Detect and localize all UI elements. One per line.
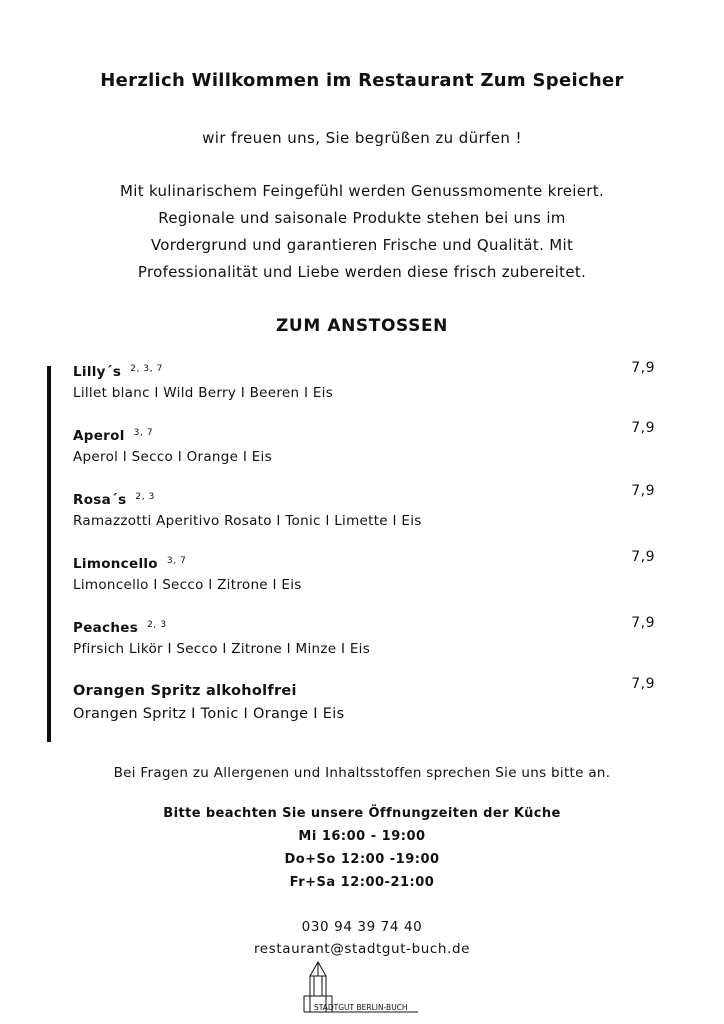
item-description: Pfirsich Likör I Secco I Zitrone I Minze I Eis — [73, 641, 371, 657]
item-name: Limoncello $^{3, 7}$ — [73, 556, 187, 572]
item-name: Orangen Spritz alkoholfrei — [73, 683, 297, 699]
item-description: Limoncello I Secco I Zitrone I Eis — [73, 577, 302, 593]
allergy-note: Bei Fragen zu Allergenen und Inhaltsstoffen sprechen Sie uns bitte an. — [113, 765, 611, 781]
menu-item-rosas — [73, 492, 663, 529]
phone-number: 030 94 39 74 40 — [301, 919, 423, 935]
menu-accent-bar — [47, 366, 51, 742]
item-name: Lilly´s $^{2, 3, 7}$ — [73, 364, 163, 380]
item-name: Rosa´s $^{2, 3}$ — [73, 492, 155, 508]
item-allergens: 3, 7 — [133, 428, 154, 438]
item-description: Ramazzotti Aperitivo Rosato I Tonic I Limette I Eis — [73, 513, 422, 529]
item-allergens: 2, 3 — [135, 492, 155, 502]
item-allergens: 2, 3 — [147, 620, 167, 630]
kitchen-hours-line: Mi 16:00 - 19:00 — [298, 829, 426, 844]
page-title: Herzlich Willkommen im Restaurant Zum Speicher — [100, 70, 624, 91]
kitchen-hours-title: Bitte beachten Sie unsere Öffnungzeiten der Küche — [163, 806, 561, 821]
menu-item-limoncello — [73, 556, 663, 593]
item-price: 7,9 — [631, 549, 655, 565]
item-description: Aperol I Secco I Orange I Eis — [73, 449, 272, 465]
intro-line: Regionale und saisonale Produkte stehen bei uns im — [158, 209, 566, 227]
greeting-text: wir freuen uns, Sie begrüßen zu dürfen ! — [202, 129, 522, 147]
intro-line: Mit kulinarischem Feingefühl werden Genussmomente kreiert. — [119, 182, 605, 200]
section-title: ZUM ANSTOSSEN — [275, 316, 448, 336]
item-price: 7,9 — [631, 676, 655, 692]
kitchen-hours-line: Fr+Sa 12:00-21:00 — [289, 875, 435, 890]
menu-item-lillys — [73, 364, 663, 401]
kitchen-hours-line: Do+So 12:00 -19:00 — [284, 852, 440, 867]
menu-item-aperol — [73, 428, 663, 465]
intro-line: Professionalität und Liebe werden diese frisch zubereitet. — [137, 263, 587, 281]
item-allergens: 3, 7 — [166, 556, 187, 566]
menu-item-peaches — [73, 620, 663, 657]
item-allergens: 2, 3, 7 — [130, 364, 163, 374]
item-price: 7,9 — [631, 420, 655, 436]
intro-line: Vordergrund und garantieren Frische und Qualität. Mit — [150, 236, 574, 254]
item-name: Aperol $^{3, 7}$ — [73, 428, 154, 444]
item-price: 7,9 — [631, 360, 655, 376]
item-description: Orangen Spritz I Tonic I Orange I Eis — [73, 706, 345, 722]
intro-paragraph — [0, 178, 724, 286]
email-address: restaurant@stadtgut-buch.de — [253, 941, 471, 957]
item-price: 7,9 — [631, 483, 655, 499]
item-name: Peaches $^{2, 3}$ — [73, 620, 167, 636]
item-price: 7,9 — [631, 615, 655, 631]
logo-text: STADTGUT BERLIN-BUCH — [314, 1003, 408, 1012]
menu-item-orangen-spritz — [73, 683, 663, 722]
item-description: Lillet blanc I Wild Berry I Beeren I Eis — [73, 385, 334, 401]
stadtgut-logo-icon — [300, 960, 424, 1018]
